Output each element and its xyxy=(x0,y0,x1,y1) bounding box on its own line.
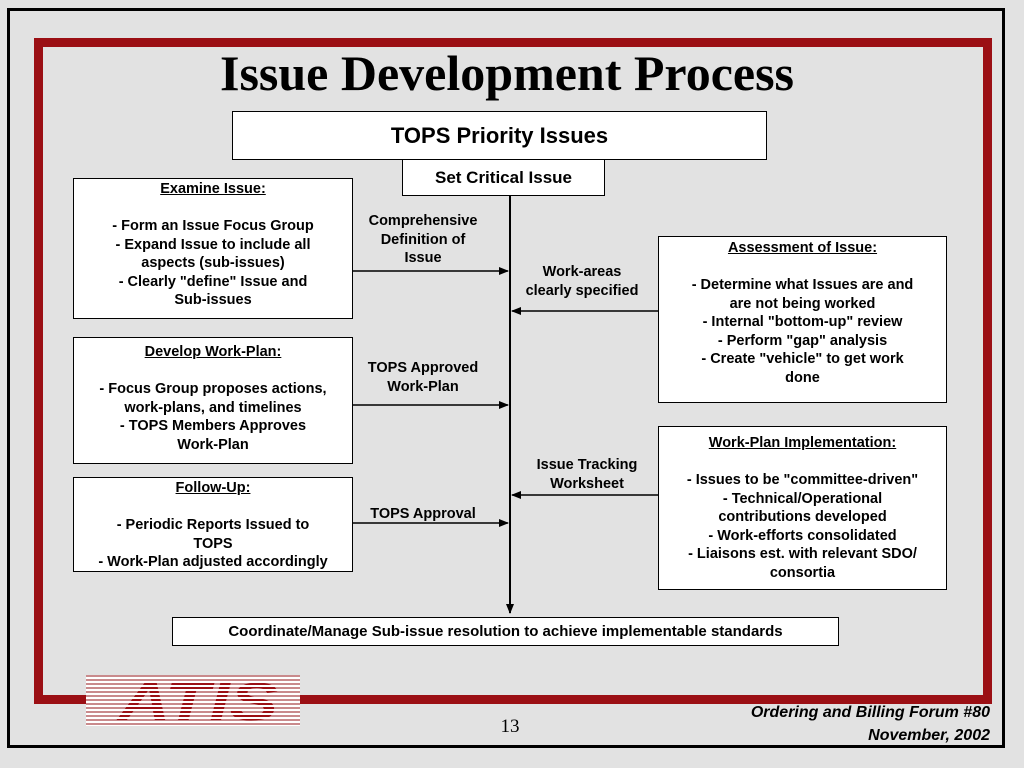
develop-work-plan-heading: Develop Work-Plan: xyxy=(144,344,282,360)
connector-label-line: Issue Tracking xyxy=(536,457,638,473)
implementation-line: consortia xyxy=(769,564,836,581)
examine-issue-line: - Clearly "define" Issue and xyxy=(118,273,308,290)
connector-label-line: TOPS Approved xyxy=(367,360,479,376)
implementation-line: contributions developed xyxy=(718,509,887,525)
assessment-line: - Determine what Issues are and xyxy=(691,277,914,293)
examine-issue-heading: Examine Issue: xyxy=(160,181,266,197)
assessment-line: done xyxy=(785,369,820,386)
assessment-line: are not being worked xyxy=(729,295,876,312)
implementation-line: - Liaisons est. with relevant SDO/ xyxy=(688,546,917,562)
follow-up-line: - Periodic Reports Issued to xyxy=(116,517,310,533)
examine-issue-line: Sub-issues xyxy=(174,292,252,308)
connector-label-line: TOPS Approval xyxy=(370,506,476,522)
implementation-line: - Technical/Operational xyxy=(722,490,883,507)
develop-work-plan-line: Work-Plan xyxy=(177,436,249,453)
implementation-line: - Issues to be "committee-driven" xyxy=(686,472,919,488)
develop-work-plan-line: - TOPS Members Approves xyxy=(119,418,307,434)
tops-priority-issues-box: TOPS Priority Issues xyxy=(232,111,767,160)
follow-up-heading: Follow-Up: xyxy=(175,480,251,496)
coordinate-manage-box: Coordinate/Manage Sub-issue resolution to achieve implementable standards xyxy=(172,617,839,646)
footer-date: November, 2002 xyxy=(868,727,990,744)
slide-title: Issue Development Process xyxy=(220,45,794,101)
assessment-line: - Internal "bottom-up" review xyxy=(702,314,903,330)
examine-issue-line: - Form an Issue Focus Group xyxy=(112,218,314,234)
connector-label-line: Work-areas xyxy=(542,264,622,280)
footer-forum: Ordering and Billing Forum #80 xyxy=(750,704,990,721)
atis-logo xyxy=(86,675,300,726)
connector-label-line: Comprehensive xyxy=(368,213,478,229)
follow-up-line: - Work-Plan adjusted accordingly xyxy=(98,554,328,570)
develop-work-plan-line: - Focus Group proposes actions, xyxy=(99,381,327,397)
follow-up-line: TOPS xyxy=(193,535,233,552)
set-critical-issue-box: Set Critical Issue xyxy=(402,159,605,196)
develop-work-plan-line: work-plans, and timelines xyxy=(124,399,302,416)
connector-label-line: Worksheet xyxy=(550,475,624,492)
page-number: 13 xyxy=(500,716,520,737)
connector-label-line: clearly specified xyxy=(525,282,639,299)
assessment-line: - Perform "gap" analysis xyxy=(717,332,888,349)
connector-label-line: Work-Plan xyxy=(387,378,459,395)
implementation-line: - Work-efforts consolidated xyxy=(708,527,897,544)
implementation-heading: Work-Plan Implementation: xyxy=(708,435,897,451)
connector-label-line: Definition of xyxy=(380,231,466,248)
atis-logo-text: ATIS xyxy=(115,675,278,726)
atis-logo-icon xyxy=(86,675,300,726)
assessment-line: - Create "vehicle" to get work xyxy=(701,351,904,367)
examine-issue-line: aspects (sub-issues) xyxy=(141,255,285,271)
examine-issue-line: - Expand Issue to include all xyxy=(115,236,311,253)
assessment-heading: Assessment of Issue: xyxy=(727,240,878,256)
connector-label-line: Issue xyxy=(404,250,442,266)
